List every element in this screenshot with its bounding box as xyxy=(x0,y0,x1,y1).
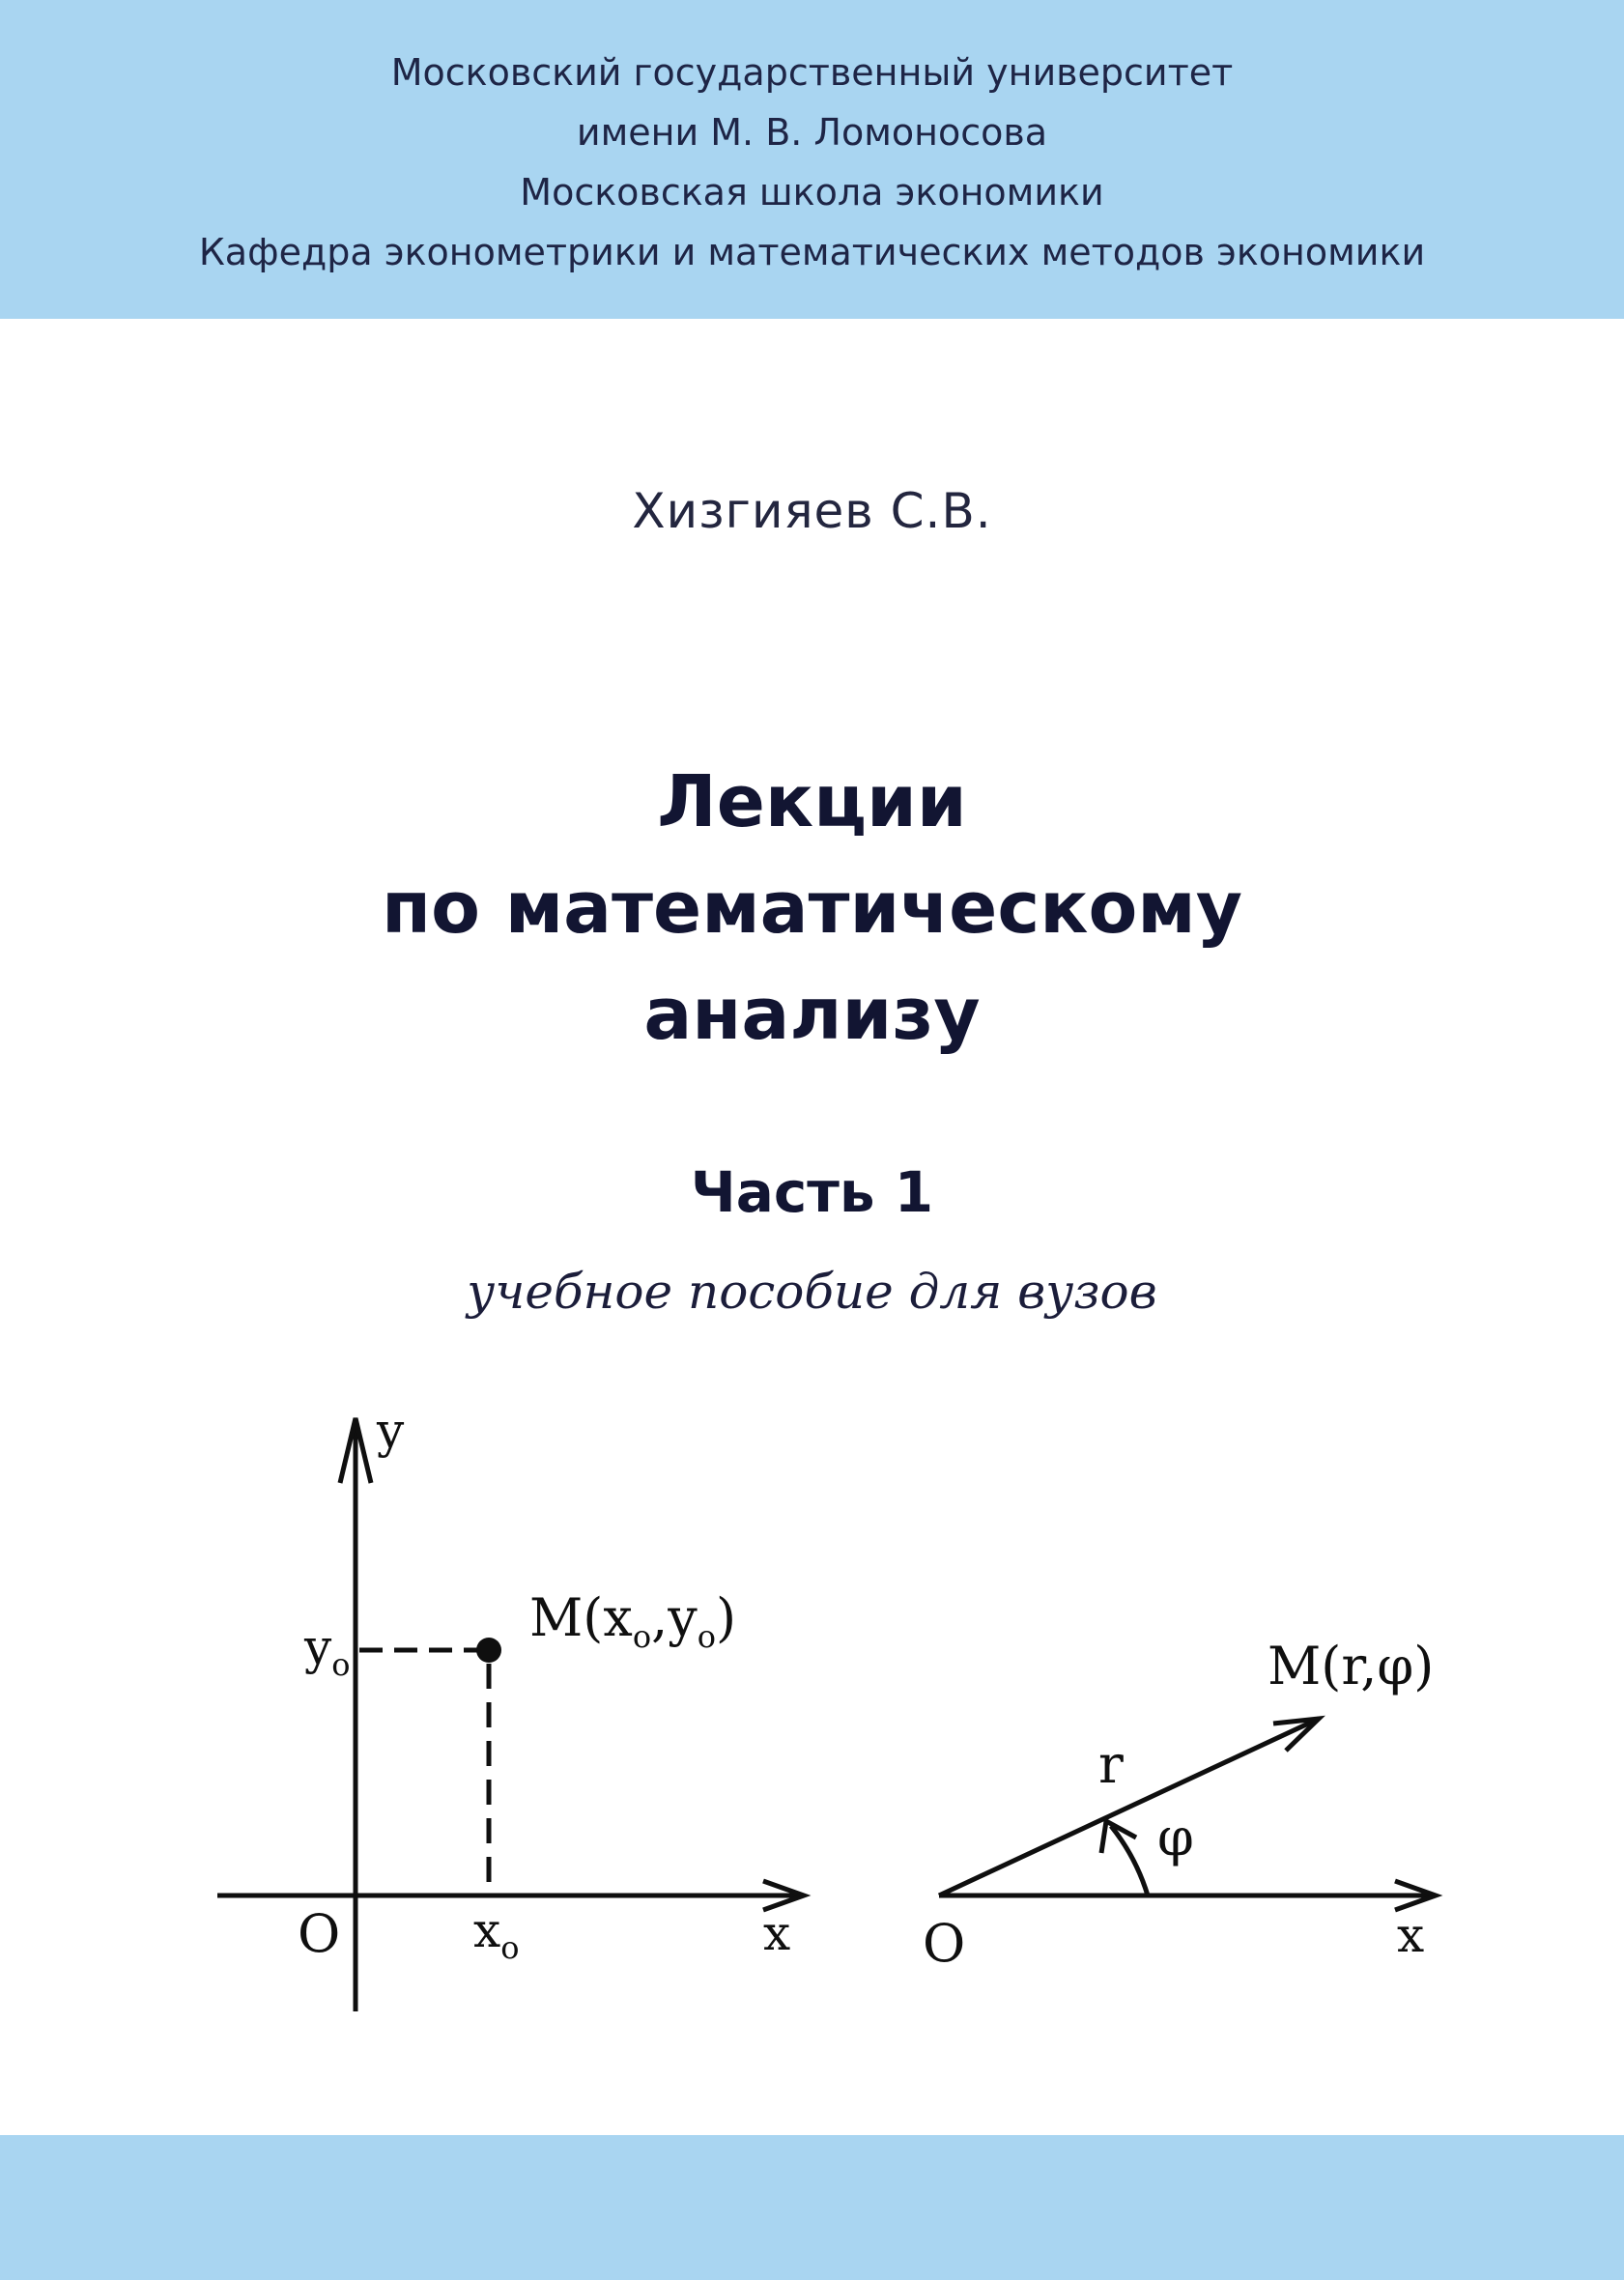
institution-university: Московский государственный университет xyxy=(390,51,1234,94)
polar-angle-label: φ xyxy=(1157,1807,1194,1867)
title-line-1: Лекции xyxy=(657,760,967,843)
polar-radius-vector xyxy=(939,1719,1319,1895)
book-subtitle: учебное пособие для вузов xyxy=(467,1264,1157,1320)
cartesian-point-marker xyxy=(476,1638,501,1663)
cartesian-y-axis-label: y xyxy=(377,1403,405,1459)
point-x-subscript: o xyxy=(632,1618,652,1655)
cartesian-point-label xyxy=(529,1587,736,1655)
point-y-subscript: o xyxy=(697,1618,717,1655)
institution-department: Кафедра эконометрики и математических методов экономики xyxy=(198,231,1426,273)
cartesian-origin-label: O xyxy=(298,1903,341,1964)
cartesian-x-axis-label: x xyxy=(763,1905,791,1961)
point-name: M( xyxy=(529,1587,604,1648)
y0-base: y xyxy=(304,1619,332,1675)
title-line-3: анализу xyxy=(643,973,981,1056)
polar-x-axis-label: x xyxy=(1397,1907,1425,1963)
part-number: Часть 1 xyxy=(690,1159,934,1225)
polar-point-label: M(r,φ) xyxy=(1268,1636,1435,1696)
point-close: ) xyxy=(716,1587,737,1648)
point-y: y xyxy=(668,1587,698,1648)
polar-origin-label: O xyxy=(923,1913,966,1974)
bottom-footer-band xyxy=(0,2135,1624,2280)
x0-base: x xyxy=(473,1902,501,1958)
title-line-2: по математическому xyxy=(381,867,1243,950)
polar-radius-label: r xyxy=(1098,1734,1124,1795)
cartesian-y0-label xyxy=(303,1619,351,1683)
institution-university-name: имени М. В. Ломоносова xyxy=(576,111,1048,154)
x0-subscript: o xyxy=(500,1929,520,1966)
y0-subscript: o xyxy=(331,1646,351,1683)
author-name: Хизгияев С.В. xyxy=(632,483,992,539)
point-x: x xyxy=(603,1587,633,1648)
point-comma: , xyxy=(651,1587,669,1648)
institution-school: Московская школа экономики xyxy=(520,171,1104,214)
cartesian-x0-label xyxy=(473,1902,519,1966)
